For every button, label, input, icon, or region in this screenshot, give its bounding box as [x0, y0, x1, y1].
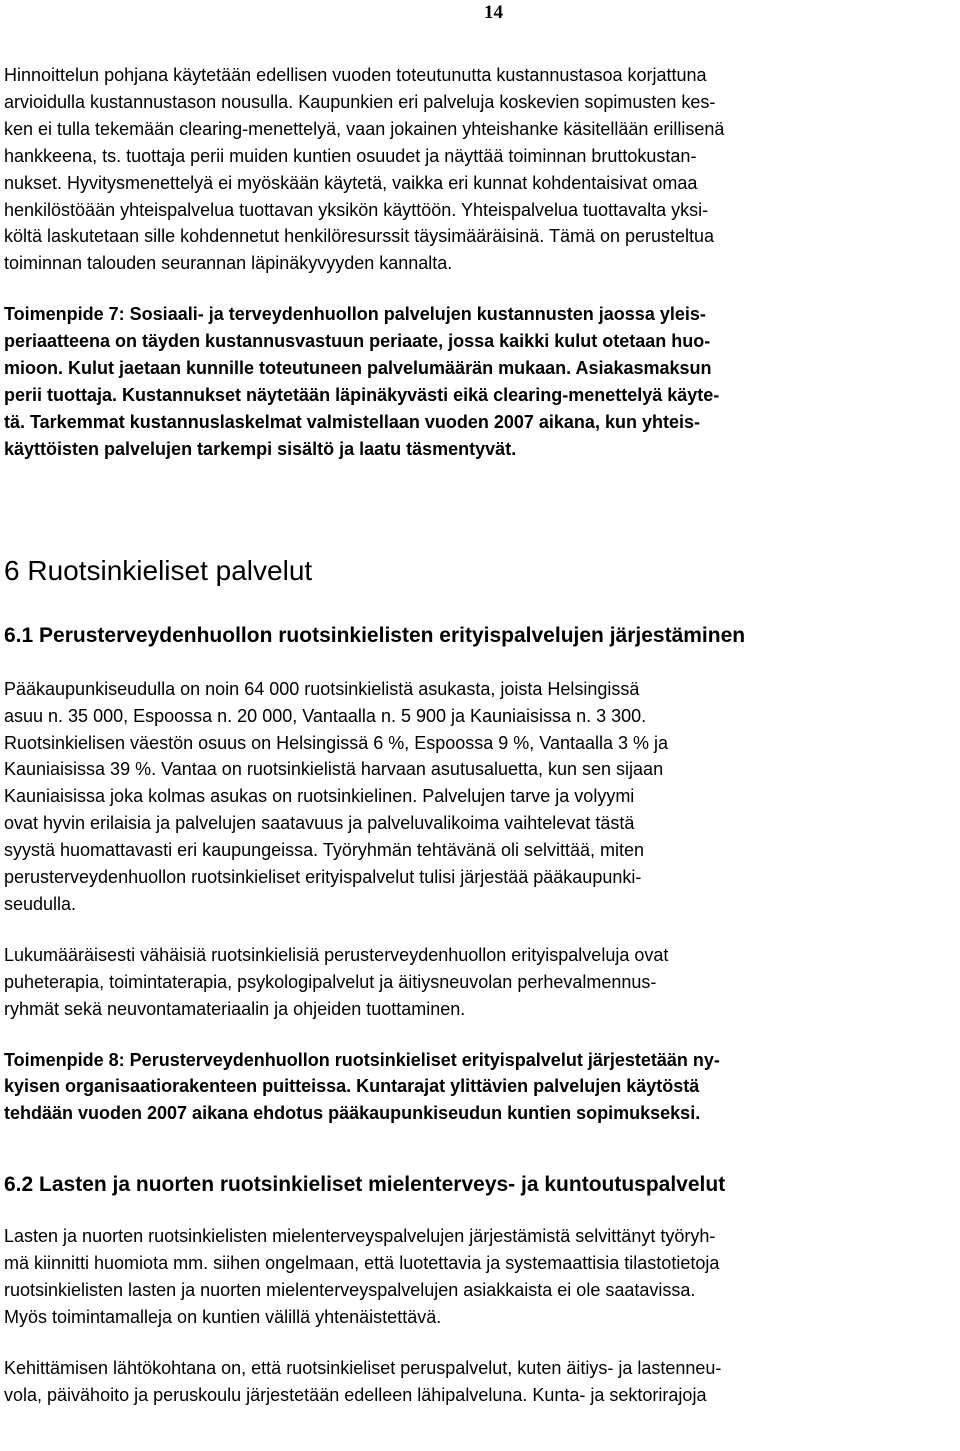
- text-line: Pääkaupunkiseudulla on noin 64 000 ruotsinkielistä asukasta, joista Helsingissä: [4, 678, 640, 699]
- text-line: Kauniaisissa joka kolmas asukas on ruotsinkielinen. Palvelujen tarve ja volyymi: [4, 786, 635, 807]
- text-line: ryhmät sekä neuvontamateriaalin ja ohjeiden tuottaminen.: [4, 998, 466, 1019]
- heading-section-6-2: 6.2 Lasten ja nuorten ruotsinkieliset mielenterveys- ja kuntoutuspalvelut: [4, 1173, 726, 1197]
- text-line: mioon. Kulut jaetaan kunnille toteutuneen palvelumäärän mukaan. Asiakasmaksun: [4, 358, 712, 379]
- heading-section-6-1: 6.1 Perusterveydenhuollon ruotsinkielisten erityispalvelujen järjestäminen: [4, 623, 746, 647]
- document-body: [4, 62, 954, 1409]
- text-line: vola, päivähoito ja peruskoulu järjestetään edelleen lähipalveluna. Kunta- ja sektorirajoja: [4, 1384, 707, 1405]
- text-line: Toimenpide 8: Perusterveydenhuollon ruotsinkieliset erityispalvelut järjestetään ny-: [4, 1049, 720, 1070]
- text-line: ovat hyvin erilaisia ja palvelujen saatavuus ja palveluvalikoima vaihtelevat tästä: [4, 813, 635, 834]
- text-line: arvioidulla kustannustason nousulla. Kaupunkien eri palveluja koskevien sopimusten kes-: [4, 91, 716, 112]
- text-line: perii tuottaja. Kustannukset näytetään läpinäkyvästi eikä clearing-menettelyä käyte-: [4, 384, 720, 405]
- text-line: käyttöisten palvelujen tarkempi sisältö ja laatu täsmentyvät.: [4, 438, 517, 459]
- text-line: perusterveydenhuollon ruotsinkieliset erityispalvelut tulisi järjestää pääkaupunki-: [4, 867, 642, 888]
- text-line: Kauniaisissa 39 %. Vantaa on ruotsinkielistä harvaan asutusaluetta, kun sen sijaan: [4, 759, 664, 780]
- text-line: ken ei tulla tekemään clearing-menettelyä, vaan jokainen yhteishanke käsitellään erillisenä: [4, 118, 725, 139]
- page-number: 14: [484, 2, 503, 23]
- text-line: seudulla.: [4, 893, 77, 914]
- paragraph-measure-7: [4, 301, 954, 462]
- text-line: Hinnoittelun pohjana käytetään edellisen vuoden toteutunutta kustannustasoa korjattuna: [4, 65, 707, 85]
- text-line: Myös toimintamalleja on kuntien välillä yhtenäistettävä.: [4, 1307, 442, 1327]
- text-line: tehdään vuoden 2007 aikana ehdotus pääkaupunkiseudun kuntien sopimukseksi.: [4, 1103, 701, 1124]
- text-line: Toimenpide 7: Sosiaali- ja terveydenhuollon palvelujen kustannusten jaossa yleis-: [4, 304, 706, 325]
- text-line: kyisen organisaatiorakenteen puitteissa. Kuntarajat ylittävien palvelujen käytöstä: [4, 1076, 700, 1097]
- paragraph-measure-8: [4, 1047, 954, 1128]
- text-line: tä. Tarkemmat kustannuslaskelmat valmistellaan vuoden 2007 aikana, kun yhteis-: [4, 411, 700, 432]
- text-line: henkilöstöään yhteispalvelua tuottavan yksikön käyttöön. Yhteispalvelua tuottavalta yksi-: [4, 199, 709, 220]
- paragraph-special-services: [4, 942, 954, 1023]
- text-line: puheterapia, toimintaterapia, psykologipalvelut ja äitiysneuvolan perhevalmennus-: [4, 971, 657, 992]
- text-line: ruotsinkielisten lasten ja nuorten mielenterveyspalvelujen asiakkaista ei ole saatavissa.: [4, 1280, 696, 1301]
- text-line: hankkeena, ts. tuottaja perii muiden kuntien osuudet ja näyttää toiminnan bruttokustan-: [4, 145, 697, 166]
- text-line: mä kiinnitti huomiota mm. siihen ongelmaan, että luotettavia ja systemaattisia tilastotietoja: [4, 1253, 720, 1274]
- text-line: toiminnan talouden seurannan läpinäkyvyyden kannalta.: [4, 253, 453, 274]
- text-line: periaatteena on täyden kustannusvastuun periaate, jossa kaikki kulut otetaan huo-: [4, 331, 711, 352]
- text-line: nukset. Hyvitysmenettelyä ei myöskään käytetä, vaikka eri kunnat kohdentaisivat omaa: [4, 172, 698, 193]
- text-line: syystä huomattavasti eri kaupungeissa. Työryhmän tehtävänä oli selvittää, miten: [4, 840, 645, 861]
- paragraph-development: [4, 1355, 954, 1409]
- heading-section-6: 6 Ruotsinkieliset palvelut: [4, 554, 313, 586]
- text-line: Ruotsinkielisen väestön osuus on Helsingissä 6 %, Espoossa 9 %, Vantaalla 3 % ja: [4, 732, 669, 753]
- paragraph-mental-health: [4, 1223, 954, 1331]
- text-line: Lukumääräisesti vähäisiä ruotsinkielisiä perusterveydenhuollon erityispalveluja ovat: [4, 944, 669, 965]
- paragraph-population: [4, 676, 954, 918]
- text-line: költä laskutetaan sille kohdennetut henkilöresurssit täysimääräisinä. Tämä on perusteltua: [4, 226, 715, 247]
- text-line: Lasten ja nuorten ruotsinkielisten mielenterveyspalvelujen järjestämistä selvittänyt työryh-: [4, 1226, 716, 1247]
- paragraph-pricing: [4, 62, 954, 277]
- text-line: Kehittämisen lähtökohtana on, että ruotsinkieliset peruspalvelut, kuten äitiys- ja lastenneu-: [4, 1357, 722, 1378]
- text-line: asuu n. 35 000, Espoossa n. 20 000, Vantaalla n. 5 900 ja Kauniaisissa n. 3 300.: [4, 705, 647, 726]
